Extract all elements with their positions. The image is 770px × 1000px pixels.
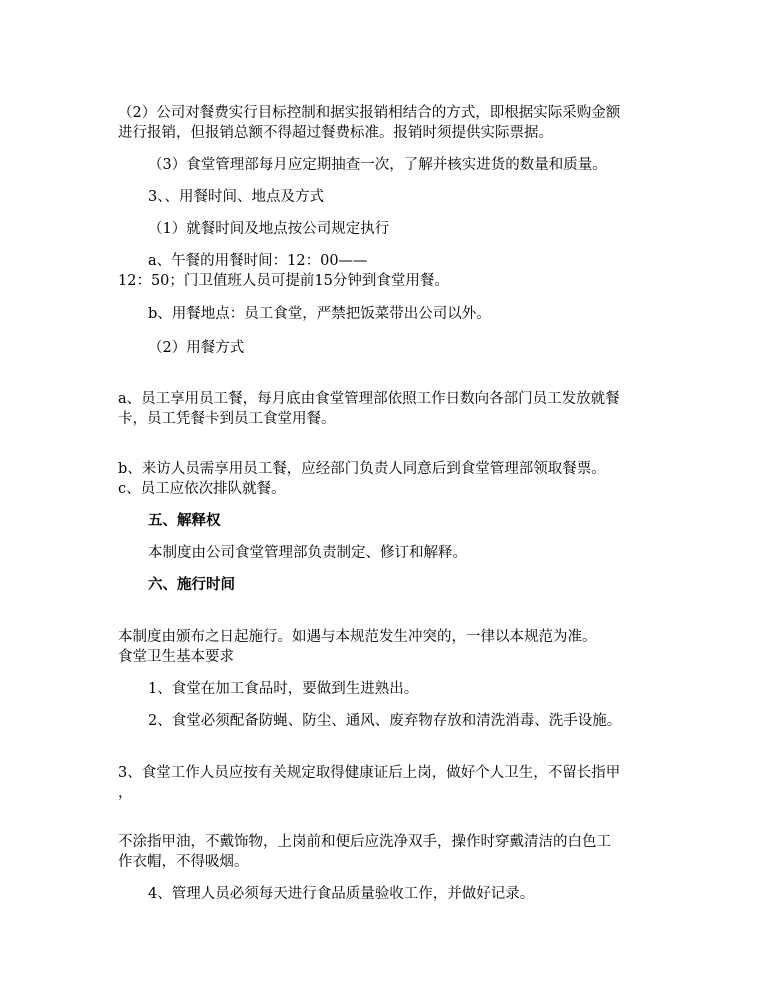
paragraph-line: ，	[118, 785, 133, 801]
paragraph-line: 作衣帽，不得吸烟。	[118, 854, 249, 870]
paragraph-line: 2、食堂必须配备防蝇、防尘、通风、废弃物存放和清洗消毒、洗手设施。	[148, 713, 622, 729]
section-heading: 3、、用餐时间、地点及方式	[148, 189, 324, 205]
paragraph-line: 进行报销，但报销总额不得超过餐费标准。报销时须提供实际票据。	[118, 125, 553, 141]
paragraph-line: 卡，员工凭餐卡到员工食堂用餐。	[118, 411, 336, 427]
paragraph-line: a、午餐的用餐时间：12：00——	[148, 253, 368, 269]
paragraph-line: b、来访人员需享用员工餐，应经部门负责人同意后到食堂管理部领取餐票。	[118, 461, 606, 477]
paragraph-line: （2）公司对餐费实行目标控制和据实报销相结合的方式，即根据实际采购金额	[118, 105, 621, 121]
paragraph-line: 3、食堂工作人员应按有关规定取得健康证后上岗，做好个人卫生，不留长指甲	[118, 765, 621, 781]
section-heading: 六、施行时间	[148, 576, 235, 593]
paragraph-line: 本制度由公司食堂管理部负责制定、修订和解释。	[148, 545, 467, 561]
paragraph-line: 本制度由颁布之日起施行。如遇与本规范发生冲突的，一律以本规范为准。	[118, 629, 597, 645]
paragraph-line: （3）食堂管理部每月应定期抽查一次，了解并核实进货的数量和质量。	[148, 157, 607, 173]
paragraph-line: c、员工应依次排队就餐。	[118, 481, 286, 497]
section-heading: 五、解释权	[148, 512, 221, 529]
paragraph-line: （2）用餐方式	[148, 340, 245, 356]
paragraph-line: a、员工享用员工餐，每月底由食堂管理部依照工作日数向各部门员工发放就餐	[118, 391, 620, 407]
paragraph-line: 食堂卫生基本要求	[118, 649, 234, 665]
paragraph-line: 4、管理人员必须每天进行食品质量验收工作，并做好记录。	[148, 886, 535, 902]
paragraph-line: （1）就餐时间及地点按公司规定执行	[148, 221, 390, 237]
paragraph-line: 12：50；门卫值班人员可提前15分钟到食堂用餐。	[118, 273, 449, 289]
paragraph-line: 不涂指甲油，不戴饰物，上岗前和便后应洗净双手，操作时穿戴清洁的白色工	[118, 834, 611, 850]
paragraph-line: b、用餐地点：员工食堂，严禁把饭菜带出公司以外。	[148, 306, 491, 322]
paragraph-line: 1、食堂在加工食品时，要做到生进熟出。	[148, 681, 419, 697]
